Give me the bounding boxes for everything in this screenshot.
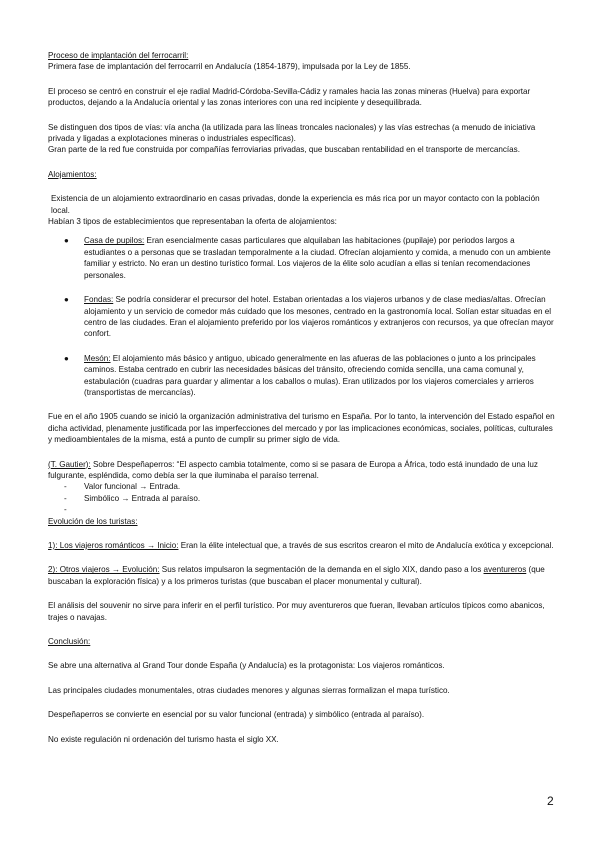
item-text: Se podría considerar el precursor del hotel. Estaban orientadas a los viajeros urbanos y de clase medias/altas. Ofrecían alojamiento y un servicio de comedor más cuidado que los mesones, centrado en la gastronomía local. Solían estar situadas en el centro de las ciudades. Eran el alojamiento preferido por los viajeros románticos y extranjeros con recursos, ya que ofrecían mayor confort.: [84, 295, 554, 339]
item-label: Mesón:: [84, 353, 111, 363]
page-number: 2: [547, 794, 554, 808]
paragraph: Gran parte de la red fue construida por compañías ferroviarias privadas, que buscaban rentabilidad en el transporte de mercancías.: [48, 145, 520, 155]
item-label: Casa de pupilos:: [84, 236, 145, 246]
item-text: Simbólico → Entrada al paraíso.: [84, 493, 201, 503]
bullet-icon: ●: [64, 236, 69, 246]
paragraph: Se abre una alternativa al Grand Tour donde España (y Andalucía) es la protagonista: Los viajeros románticos.: [48, 661, 445, 671]
section-title-ferrocarril: Proceso de implantación del ferrocarril:: [48, 51, 189, 60]
despenaperros-list: [48, 481, 558, 515]
document-page: [48, 50, 558, 745]
paragraph: Habían 3 tipos de establecimientos que representaban la oferta de alojamientos:: [48, 217, 337, 227]
list-item: [48, 481, 558, 492]
item-text: Valor funcional → Entrada.: [84, 482, 181, 492]
section-title-alojamientos: Alojamientos:: [48, 169, 97, 179]
paragraph: Fue en el año 1905 cuando se inició la organización administrativa del turismo en España. Por lo tanto, la intervención del Estado español en dicha actividad, plenamente justificada por las imperfecciones del mercado y por las implicaciones económicas, sociales, políticas, culturales y medioambientales de la misma, está a punto de cumplir su primer siglo de vida.: [48, 412, 555, 445]
paragraph: Primera fase de implantación del ferrocarril en Andalucía (1854-1879), impulsada por la Ley de 1855.: [48, 62, 411, 72]
paragraph: Despeñaperros se convierte en esencial por su valor funcional (entrada) y simbólico (entrada al paraíso).: [48, 710, 425, 720]
evolution-text-1: Eran la élite intelectual que, a través de sus escritos crearon el mito de Andalucía exótica y excepcional.: [178, 540, 554, 550]
section-title-evolucion: Evolución de los turistas:: [48, 516, 138, 526]
dash-marker: -: [64, 493, 67, 503]
list-item: [48, 294, 558, 340]
evolution-word-aventureros: aventureros: [483, 565, 527, 575]
paragraph: Existencia de un alojamiento extraordinario en casas privadas, donde la experiencia es más rica por un mayor contacto con la población local.: [51, 194, 540, 215]
list-item: [48, 235, 558, 281]
bullet-icon: ●: [64, 353, 69, 363]
paragraph: [48, 459, 558, 482]
list-item: [48, 504, 558, 515]
alojamientos-list: [48, 235, 558, 398]
quote-text: Sobre Despeñaperros: “El aspecto cambia totalmente, como si se pasara de Europa a África, todo está inundado de una luz fulgurante, espléndida, como debía ser la que iluminaba el paraíso terrenal.: [48, 459, 538, 480]
evolution-label-1: 1): Los viajeros románticos → Inicio:: [48, 540, 179, 550]
paragraph: No existe regulación ni ordenación del turismo hasta el siglo XX.: [48, 734, 279, 744]
paragraph: [48, 540, 558, 551]
list-item: [48, 493, 558, 504]
paragraph: [48, 564, 558, 587]
quote-label: (T. Gautier):: [48, 459, 91, 469]
evolution-text-2a: Sus relatos impulsaron la segmentación de la demanda en el siglo XIX, dando paso a los: [159, 565, 484, 575]
dash-marker: -: [64, 482, 67, 492]
item-text: El alojamiento más básico y antiguo, ubicado generalmente en las afueras de las poblaciones o junto a los principales caminos. Estaba centrado en cubrir las necesidades básicas del tránsito, ofreciendo comida sencilla, una cama comunal y, estabulación (cuadras para guardar y alimentar a los caballos o mulas). Eran utilizados por los viajeros comerciales y arrieros (transportistas de mercancías).: [84, 353, 536, 397]
paragraph: El análisis del souvenir no sirve para inferir en el perfil turístico. Por muy aventureros que fueran, llevaban artículos típicos como abanicos, trajes o navajas.: [48, 601, 545, 622]
paragraph: Las principales ciudades monumentales, otras ciudades menores y algunas sierras formalizan el mapa turístico.: [48, 685, 450, 695]
bullet-icon: ●: [64, 295, 69, 305]
list-item: [48, 353, 558, 399]
section-title-conclusion: Conclusión:: [48, 637, 91, 647]
paragraph: El proceso se centró en construir el eje radial Madrid-Córdoba-Sevilla-Cádiz y ramales hacia las zonas mineras (Huelva) para exportar productos, dejando a la Andalucía oriental y las zonas interiores con una red incipiente y desequilibrada.: [48, 86, 531, 108]
evolution-text-2b: (que buscaban la exploración física) y a los primeros turistas (que buscaban el placer monumental y cultural).: [48, 565, 545, 586]
item-text: Eran esencialmente casas particulares que alquilaban las habitaciones (pupilaje) por periodos largos a estudiantes o a personas que se trasladan temporalmente a la ciudad. Ofrecían alojamiento y comida, a menudo con un ambiente familiar y estricto. No eran un destino turístico formal. Los viajeros de la élite solo acudían a ellas si tenían recomendaciones personales.: [84, 236, 551, 280]
dash-marker: -: [64, 505, 67, 515]
evolution-label-2: 2): Otros viajeros → Evolución:: [48, 565, 160, 575]
item-label: Fondas:: [84, 295, 114, 305]
paragraph: Se distinguen dos tipos de vías: vía ancha (la utilizada para las líneas troncales nacionales) y las vías estrechas (a menudo de iniciativa privada y ligadas a explotaciones mineras o industriales específicas).: [48, 122, 536, 144]
